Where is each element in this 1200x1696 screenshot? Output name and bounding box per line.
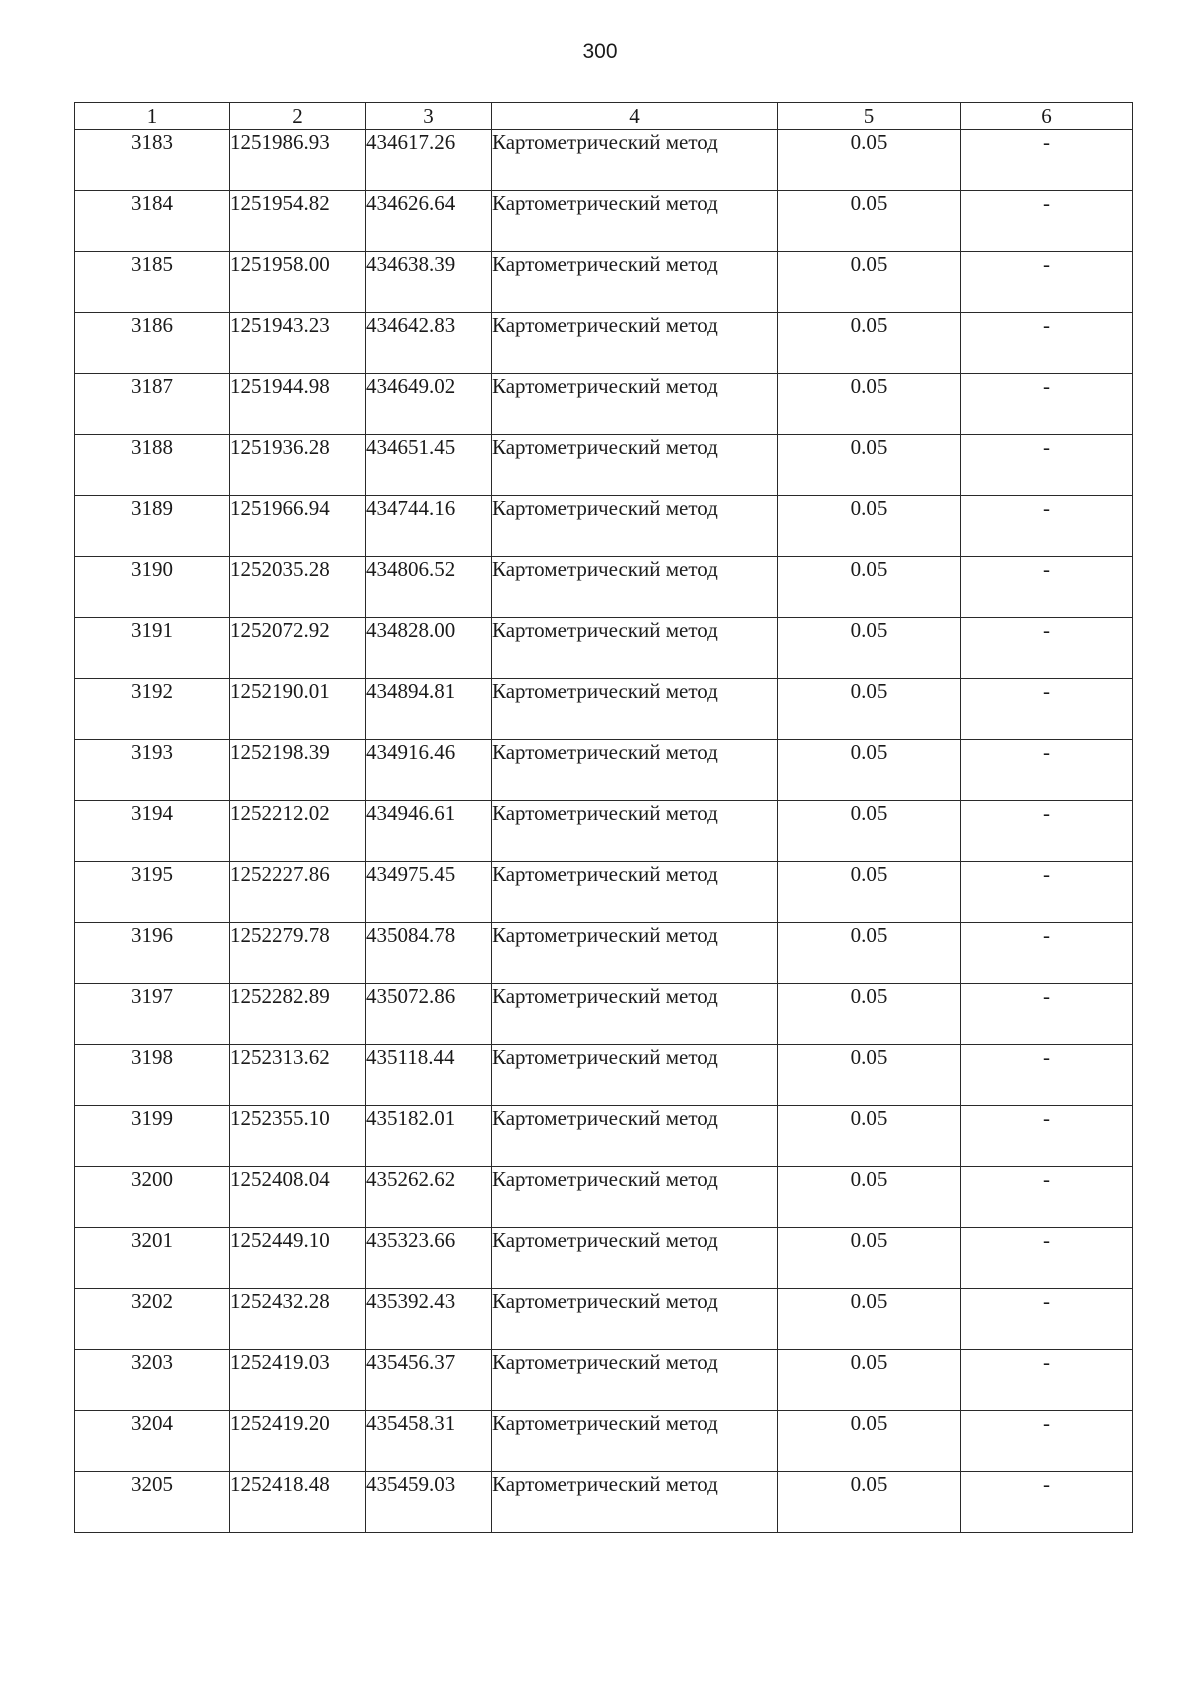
y-coordinate-cell: 434649.02 (366, 374, 492, 435)
x-coordinate-cell: 1252355.10 (230, 1106, 366, 1167)
point-number-cell: 3185 (75, 252, 230, 313)
note-cell: - (961, 740, 1133, 801)
method-cell: Картометрический метод (492, 191, 778, 252)
method-cell: Картометрический метод (492, 1472, 778, 1533)
y-coordinate-cell: 435456.37 (366, 1350, 492, 1411)
x-coordinate-cell: 1252313.62 (230, 1045, 366, 1106)
method-cell: Картометрический метод (492, 923, 778, 984)
accuracy-cell: 0.05 (778, 923, 961, 984)
table-row (75, 1411, 1133, 1472)
y-coordinate-cell: 434975.45 (366, 862, 492, 923)
table-row (75, 313, 1133, 374)
accuracy-cell: 0.05 (778, 740, 961, 801)
point-number-cell: 3190 (75, 557, 230, 618)
accuracy-cell: 0.05 (778, 252, 961, 313)
note-cell: - (961, 191, 1133, 252)
point-number-cell: 3196 (75, 923, 230, 984)
method-cell: Картометрический метод (492, 374, 778, 435)
y-coordinate-cell: 435182.01 (366, 1106, 492, 1167)
table-row (75, 435, 1133, 496)
y-coordinate-cell: 435072.86 (366, 984, 492, 1045)
table-row (75, 1289, 1133, 1350)
method-cell: Картометрический метод (492, 679, 778, 740)
method-cell: Картометрический метод (492, 801, 778, 862)
table-row (75, 191, 1133, 252)
note-cell: - (961, 679, 1133, 740)
table-row (75, 1106, 1133, 1167)
table-body (75, 130, 1133, 1533)
y-coordinate-cell: 435118.44 (366, 1045, 492, 1106)
method-cell: Картометрический метод (492, 252, 778, 313)
accuracy-cell: 0.05 (778, 1289, 961, 1350)
table-row (75, 923, 1133, 984)
x-coordinate-cell: 1251966.94 (230, 496, 366, 557)
table-row (75, 374, 1133, 435)
point-number-cell: 3202 (75, 1289, 230, 1350)
note-cell: - (961, 984, 1133, 1045)
table-row (75, 984, 1133, 1045)
y-coordinate-cell: 434916.46 (366, 740, 492, 801)
column-header-2: 2 (230, 103, 366, 130)
point-number-cell: 3205 (75, 1472, 230, 1533)
y-coordinate-cell: 434626.64 (366, 191, 492, 252)
table-row (75, 1167, 1133, 1228)
method-cell: Картометрический метод (492, 1045, 778, 1106)
x-coordinate-cell: 1251943.23 (230, 313, 366, 374)
accuracy-cell: 0.05 (778, 313, 961, 374)
method-cell: Картометрический метод (492, 984, 778, 1045)
note-cell: - (961, 313, 1133, 374)
table-row (75, 1228, 1133, 1289)
note-cell: - (961, 1228, 1133, 1289)
table-row (75, 679, 1133, 740)
note-cell: - (961, 1289, 1133, 1350)
point-number-cell: 3193 (75, 740, 230, 801)
table-row (75, 862, 1133, 923)
method-cell: Картометрический метод (492, 1167, 778, 1228)
method-cell: Картометрический метод (492, 496, 778, 557)
accuracy-cell: 0.05 (778, 1106, 961, 1167)
point-number-cell: 3201 (75, 1228, 230, 1289)
note-cell: - (961, 557, 1133, 618)
note-cell: - (961, 252, 1133, 313)
column-header-1: 1 (75, 103, 230, 130)
note-cell: - (961, 130, 1133, 191)
y-coordinate-cell: 435323.66 (366, 1228, 492, 1289)
note-cell: - (961, 1045, 1133, 1106)
accuracy-cell: 0.05 (778, 1228, 961, 1289)
note-cell: - (961, 435, 1133, 496)
x-coordinate-cell: 1252419.03 (230, 1350, 366, 1411)
y-coordinate-cell: 434617.26 (366, 130, 492, 191)
accuracy-cell: 0.05 (778, 557, 961, 618)
accuracy-cell: 0.05 (778, 435, 961, 496)
y-coordinate-cell: 435262.62 (366, 1167, 492, 1228)
x-coordinate-cell: 1252432.28 (230, 1289, 366, 1350)
column-header-5: 5 (778, 103, 961, 130)
x-coordinate-cell: 1252072.92 (230, 618, 366, 679)
y-coordinate-cell: 434638.39 (366, 252, 492, 313)
accuracy-cell: 0.05 (778, 1167, 961, 1228)
accuracy-cell: 0.05 (778, 130, 961, 191)
accuracy-cell: 0.05 (778, 801, 961, 862)
accuracy-cell: 0.05 (778, 679, 961, 740)
point-number-cell: 3199 (75, 1106, 230, 1167)
x-coordinate-cell: 1252279.78 (230, 923, 366, 984)
method-cell: Картометрический метод (492, 1289, 778, 1350)
point-number-cell: 3183 (75, 130, 230, 191)
point-number-cell: 3184 (75, 191, 230, 252)
y-coordinate-cell: 435084.78 (366, 923, 492, 984)
y-coordinate-cell: 434744.16 (366, 496, 492, 557)
y-coordinate-cell: 434946.61 (366, 801, 492, 862)
note-cell: - (961, 801, 1133, 862)
x-coordinate-cell: 1252282.89 (230, 984, 366, 1045)
x-coordinate-cell: 1251986.93 (230, 130, 366, 191)
table-row (75, 496, 1133, 557)
accuracy-cell: 0.05 (778, 618, 961, 679)
page-number: 300 (582, 40, 618, 63)
accuracy-cell: 0.05 (778, 191, 961, 252)
x-coordinate-cell: 1252449.10 (230, 1228, 366, 1289)
point-number-cell: 3187 (75, 374, 230, 435)
method-cell: Картометрический метод (492, 130, 778, 191)
x-coordinate-cell: 1251954.82 (230, 191, 366, 252)
x-coordinate-cell: 1252198.39 (230, 740, 366, 801)
accuracy-cell: 0.05 (778, 1045, 961, 1106)
accuracy-cell: 0.05 (778, 984, 961, 1045)
table-row (75, 130, 1133, 191)
table-row (75, 740, 1133, 801)
note-cell: - (961, 618, 1133, 679)
accuracy-cell: 0.05 (778, 496, 961, 557)
method-cell: Картометрический метод (492, 1228, 778, 1289)
y-coordinate-cell: 434828.00 (366, 618, 492, 679)
accuracy-cell: 0.05 (778, 374, 961, 435)
point-number-cell: 3194 (75, 801, 230, 862)
accuracy-cell: 0.05 (778, 1411, 961, 1472)
x-coordinate-cell: 1252418.48 (230, 1472, 366, 1533)
point-number-cell: 3192 (75, 679, 230, 740)
point-number-cell: 3188 (75, 435, 230, 496)
method-cell: Картометрический метод (492, 557, 778, 618)
table-row (75, 557, 1133, 618)
point-number-cell: 3195 (75, 862, 230, 923)
x-coordinate-cell: 1252419.20 (230, 1411, 366, 1472)
point-number-cell: 3186 (75, 313, 230, 374)
method-cell: Картометрический метод (492, 1411, 778, 1472)
method-cell: Картометрический метод (492, 435, 778, 496)
method-cell: Картометрический метод (492, 1106, 778, 1167)
point-number-cell: 3203 (75, 1350, 230, 1411)
accuracy-cell: 0.05 (778, 1472, 961, 1533)
note-cell: - (961, 1411, 1133, 1472)
y-coordinate-cell: 434642.83 (366, 313, 492, 374)
method-cell: Картометрический метод (492, 1350, 778, 1411)
note-cell: - (961, 1167, 1133, 1228)
x-coordinate-cell: 1252212.02 (230, 801, 366, 862)
note-cell: - (961, 374, 1133, 435)
y-coordinate-cell: 434651.45 (366, 435, 492, 496)
x-coordinate-cell: 1252190.01 (230, 679, 366, 740)
note-cell: - (961, 1472, 1133, 1533)
x-coordinate-cell: 1252408.04 (230, 1167, 366, 1228)
x-coordinate-cell: 1251944.98 (230, 374, 366, 435)
method-cell: Картометрический метод (492, 862, 778, 923)
method-cell: Картометрический метод (492, 618, 778, 679)
table-row (75, 801, 1133, 862)
point-number-cell: 3189 (75, 496, 230, 557)
coordinates-table (74, 102, 1133, 1533)
accuracy-cell: 0.05 (778, 1350, 961, 1411)
x-coordinate-cell: 1252035.28 (230, 557, 366, 618)
column-header-6: 6 (961, 103, 1133, 130)
note-cell: - (961, 496, 1133, 557)
note-cell: - (961, 862, 1133, 923)
accuracy-cell: 0.05 (778, 862, 961, 923)
x-coordinate-cell: 1252227.86 (230, 862, 366, 923)
table-row (75, 1350, 1133, 1411)
point-number-cell: 3191 (75, 618, 230, 679)
y-coordinate-cell: 435458.31 (366, 1411, 492, 1472)
table-row (75, 252, 1133, 313)
table-row (75, 1045, 1133, 1106)
column-header-4: 4 (492, 103, 778, 130)
y-coordinate-cell: 435392.43 (366, 1289, 492, 1350)
header-row (75, 103, 1133, 130)
point-number-cell: 3200 (75, 1167, 230, 1228)
table-row (75, 618, 1133, 679)
method-cell: Картометрический метод (492, 740, 778, 801)
column-header-3: 3 (366, 103, 492, 130)
note-cell: - (961, 1106, 1133, 1167)
x-coordinate-cell: 1251958.00 (230, 252, 366, 313)
point-number-cell: 3198 (75, 1045, 230, 1106)
note-cell: - (961, 1350, 1133, 1411)
y-coordinate-cell: 434806.52 (366, 557, 492, 618)
y-coordinate-cell: 435459.03 (366, 1472, 492, 1533)
y-coordinate-cell: 434894.81 (366, 679, 492, 740)
point-number-cell: 3197 (75, 984, 230, 1045)
table-header (75, 103, 1133, 130)
x-coordinate-cell: 1251936.28 (230, 435, 366, 496)
point-number-cell: 3204 (75, 1411, 230, 1472)
table-row (75, 1472, 1133, 1533)
note-cell: - (961, 923, 1133, 984)
method-cell: Картометрический метод (492, 313, 778, 374)
